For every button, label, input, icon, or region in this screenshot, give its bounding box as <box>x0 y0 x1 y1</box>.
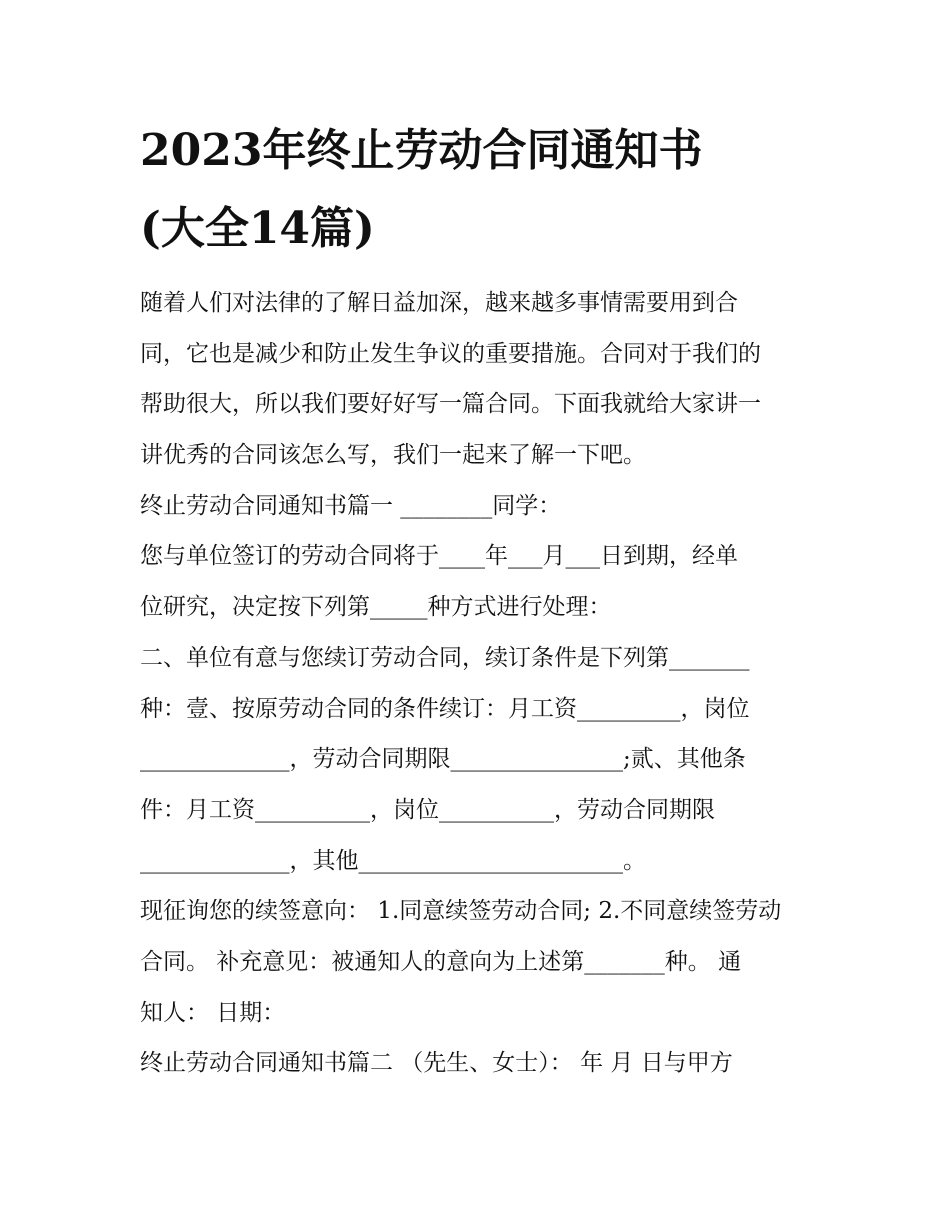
body-line: 您与单位签订的劳动合同将于____年___月___日到期，经单 <box>140 543 738 570</box>
body-line: _____________，劳动合同期限_______________;贰、其他条 <box>140 746 746 773</box>
body-line: 知人： 日期： <box>140 999 286 1026</box>
document-body <box>140 278 830 1089</box>
document-title <box>140 112 840 268</box>
body-line: 帮助很大，所以我们要好好写一篇合同。下面我就给大家讲一 <box>140 391 761 418</box>
body-line: 合同。 补充意见：被通知人的意向为上述第_______种。 通 <box>140 948 742 975</box>
section-two-heading: 终止劳动合同通知书篇二 （先生、女士）： 年 月 日与甲方 <box>140 1050 733 1077</box>
body-line: 现征询您的续签意向： 1.同意续签劳动合同; 2.不同意续签劳动 <box>140 898 782 925</box>
body-line: 件：月工资__________，岗位__________，劳动合同期限 <box>140 796 715 823</box>
body-line: _____________，其他_______________________。 <box>140 847 646 874</box>
body-line: 同，它也是减少和防止发生争议的重要措施。合同对于我们的 <box>140 340 761 367</box>
body-line: 随着人们对法律的了解日益加深，越来越多事情需要用到合 <box>140 290 738 316</box>
title-line-1: 2023年终止劳动合同通知书 <box>140 125 703 176</box>
section-one-heading: 终止劳动合同通知书篇一 ________同学： <box>140 492 562 519</box>
body-line: 讲优秀的合同该怎么写，我们一起来了解一下吧。 <box>140 442 646 469</box>
body-line: 二、单位有意与您续订劳动合同，续订条件是下列第_______ <box>140 644 750 671</box>
title-line-2: (大全14篇) <box>140 203 375 254</box>
body-line: 位研究，决定按下列第_____种方式进行处理： <box>140 594 612 621</box>
body-line: 种：壹、按原劳动合同的条件续订：月工资_________，岗位 <box>140 695 750 722</box>
